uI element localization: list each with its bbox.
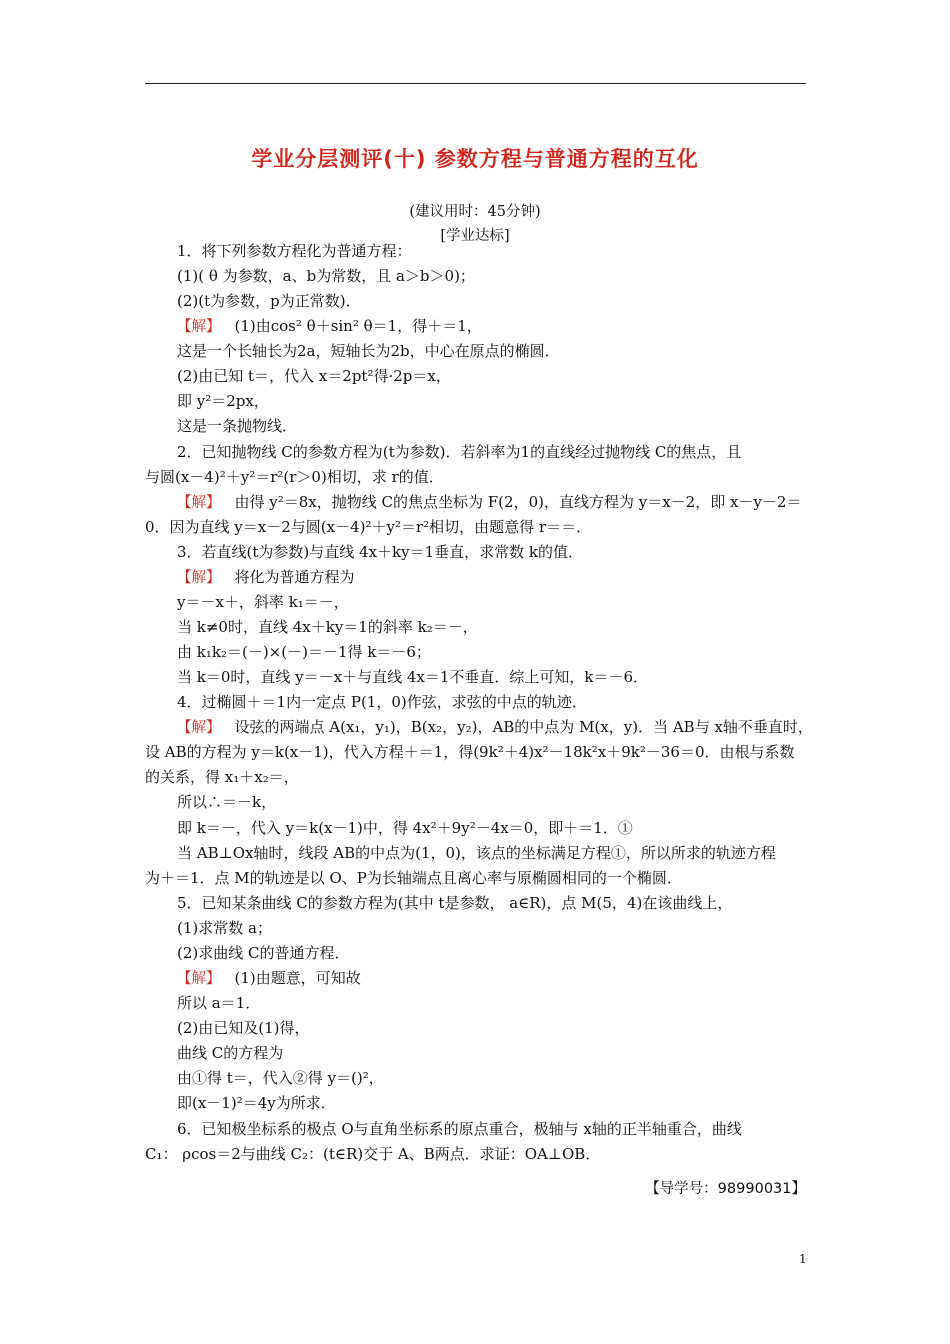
text-line xyxy=(177,642,431,662)
text-line xyxy=(177,893,732,913)
line-text: 当 k≠0时，直线 4x＋ky＝1的斜率 k₂＝－， xyxy=(177,618,478,636)
answer-tag: 【解】 xyxy=(177,570,221,586)
text-line xyxy=(177,1018,310,1038)
text-line xyxy=(177,667,648,687)
answer-tag: 【解】 xyxy=(177,971,221,987)
text-line xyxy=(177,366,451,386)
answer-tag: 【解】 xyxy=(177,495,221,511)
line-text: 的关系，得 x₁＋x₂＝， xyxy=(145,768,299,786)
line-text: C₁： ρcos＝2与曲线 C₂：(t∈R)交于 A、B两点．求证：OA⊥OB． xyxy=(145,1145,601,1163)
line-text: (2)求曲线 C的普通方程． xyxy=(177,944,350,962)
line-text: 由 k₁k₂＝(－)×(－)＝－1得 k＝－6； xyxy=(177,643,431,661)
line-text: 由①得 t＝，代入②得 y＝()²， xyxy=(177,1069,384,1087)
line-text: 当 AB⊥Ox轴时，线段 AB的中点为(1，0)，该点的坐标满足方程①，所以所求的轨迹方程 xyxy=(177,844,776,862)
answer-tag: 【解】 xyxy=(177,720,221,736)
text-line xyxy=(177,416,297,436)
section-label: [学业达标] xyxy=(440,228,510,244)
text-line xyxy=(177,943,350,963)
text-line xyxy=(177,843,776,863)
line-text: 4．过椭圆＋＝1内一定点 P(1，0)作弦，求弦的中点的轨迹． xyxy=(177,693,587,711)
text-line xyxy=(177,1043,283,1063)
line-text: 设 AB的方程为 y＝k(x－1)，代入方程＋＝1，得(9k²＋4)x²－18k²x＋9k²－36＝0．由根与系数 xyxy=(145,743,795,761)
line-text: (2)由已知 t＝，代入 x＝2pt²得·2p＝x， xyxy=(177,367,451,385)
line-text: (2)由已知及(1)得， xyxy=(177,1019,310,1037)
line-text: 当 k＝0时，直线 y＝－x＋与直线 4x＝1不垂直．综上可知，k＝－6． xyxy=(177,668,649,686)
line-text: 1．将下列参数方程化为普通方程： xyxy=(177,242,412,260)
text-line xyxy=(177,241,412,261)
text-line xyxy=(177,1068,384,1088)
line-text: 设弦的两端点 A(x₁，y₁)，B(x₂，y₂)，AB的中点为 M(x，y)．当 AB与 x轴不垂直时， xyxy=(234,718,813,736)
text-line xyxy=(177,993,260,1013)
line-text: 所以 a＝1． xyxy=(177,994,261,1012)
answer-tag: 【解】 xyxy=(177,319,221,335)
page-number: 1 xyxy=(799,1252,807,1266)
reference-number: 【导学号：98990031】 xyxy=(645,1181,806,1197)
text-line xyxy=(177,291,361,311)
text-line xyxy=(145,1144,600,1164)
time-note: (建议用时：45分钟) xyxy=(409,204,541,220)
line-text: (1)( θ 为参数，a、b为常数，且 a＞b＞0)； xyxy=(177,267,475,285)
text-line xyxy=(177,542,583,562)
line-text: (1)求常数 a； xyxy=(177,919,272,937)
text-line xyxy=(177,968,361,989)
line-text: 2．已知抛物线 C的参数方程为(t为参数)．若斜率为1的直线经过抛物线 C的焦点，且 xyxy=(177,443,742,461)
line-text: 与圆(x－4)²＋y²＝r²(r＞0)相切，求 r的值． xyxy=(145,468,444,486)
text-line xyxy=(177,567,355,588)
text-line xyxy=(177,391,269,411)
text-line xyxy=(177,592,349,612)
line-text: y＝－x＋，斜率 k₁＝－， xyxy=(177,593,349,611)
line-text: 这是一条抛物线． xyxy=(177,417,298,435)
line-text: 为＋＝1．点 M的轨迹是以 O、P为长轴端点且离心率与原椭圆相同的一个椭圆． xyxy=(145,869,682,887)
line-text: (1)由题意，可知故 xyxy=(234,969,361,987)
page-title: 学业分层测评(十) 参数方程与普通方程的互化 xyxy=(251,147,699,171)
line-text: 即 y²＝2px， xyxy=(177,392,269,410)
line-text: (1)由cos² θ＋sin² θ＝1，得＋＝1， xyxy=(234,317,482,335)
text-line xyxy=(177,492,801,513)
text-line xyxy=(177,442,741,462)
text-line xyxy=(177,692,587,712)
line-text: 3．若直线(t为参数)与直线 4x＋ky＝1垂直，求常数 k的值． xyxy=(177,543,584,561)
line-text: 将化为普通方程为 xyxy=(234,568,355,586)
text-line xyxy=(177,617,478,637)
line-text: 这是一个长轴长为2a，短轴长为2b，中心在原点的椭圆． xyxy=(177,342,560,360)
text-line xyxy=(177,316,482,337)
text-line xyxy=(145,517,591,537)
line-text: (2)(t为参数，p为正常数)． xyxy=(177,292,361,310)
text-line xyxy=(177,341,560,361)
line-text: 由得 y²＝8x，抛物线 C的焦点坐标为 F(2，0)，直线方程为 y＝x－2，即 x－y－2＝ xyxy=(234,493,802,511)
text-line xyxy=(145,767,299,787)
text-line xyxy=(177,818,633,838)
text-line xyxy=(177,792,276,812)
line-text: 所以∴＝－k， xyxy=(177,793,277,811)
line-text: 即 k＝－，代入 y＝k(x－1)中，得 4x²＋9y²－4x＝0，即＋＝1．① xyxy=(177,819,633,837)
text-line xyxy=(177,266,475,286)
text-line xyxy=(177,918,272,938)
text-line xyxy=(145,868,682,888)
line-text: 即(x－1)²＝4y为所求． xyxy=(177,1094,336,1112)
text-line xyxy=(177,1093,336,1113)
line-text: 6．已知极坐标系的极点 O与直角坐标系的原点重合，极轴与 x轴的正半轴重合，曲线 xyxy=(177,1120,742,1138)
header-rule xyxy=(145,83,806,84)
text-line xyxy=(177,1119,742,1139)
text-line xyxy=(145,467,444,487)
line-text: 5．已知某条曲线 C的参数方程为(其中 t是参数， a∈R)，点 M(5，4)在该曲线上， xyxy=(177,894,733,912)
line-text: 曲线 C的方程为 xyxy=(177,1044,284,1062)
line-text: 0．因为直线 y＝x－2与圆(x－4)²＋y²＝r²相切，由题意得 r＝＝． xyxy=(145,518,592,536)
text-line xyxy=(177,717,813,738)
text-line xyxy=(145,742,795,762)
